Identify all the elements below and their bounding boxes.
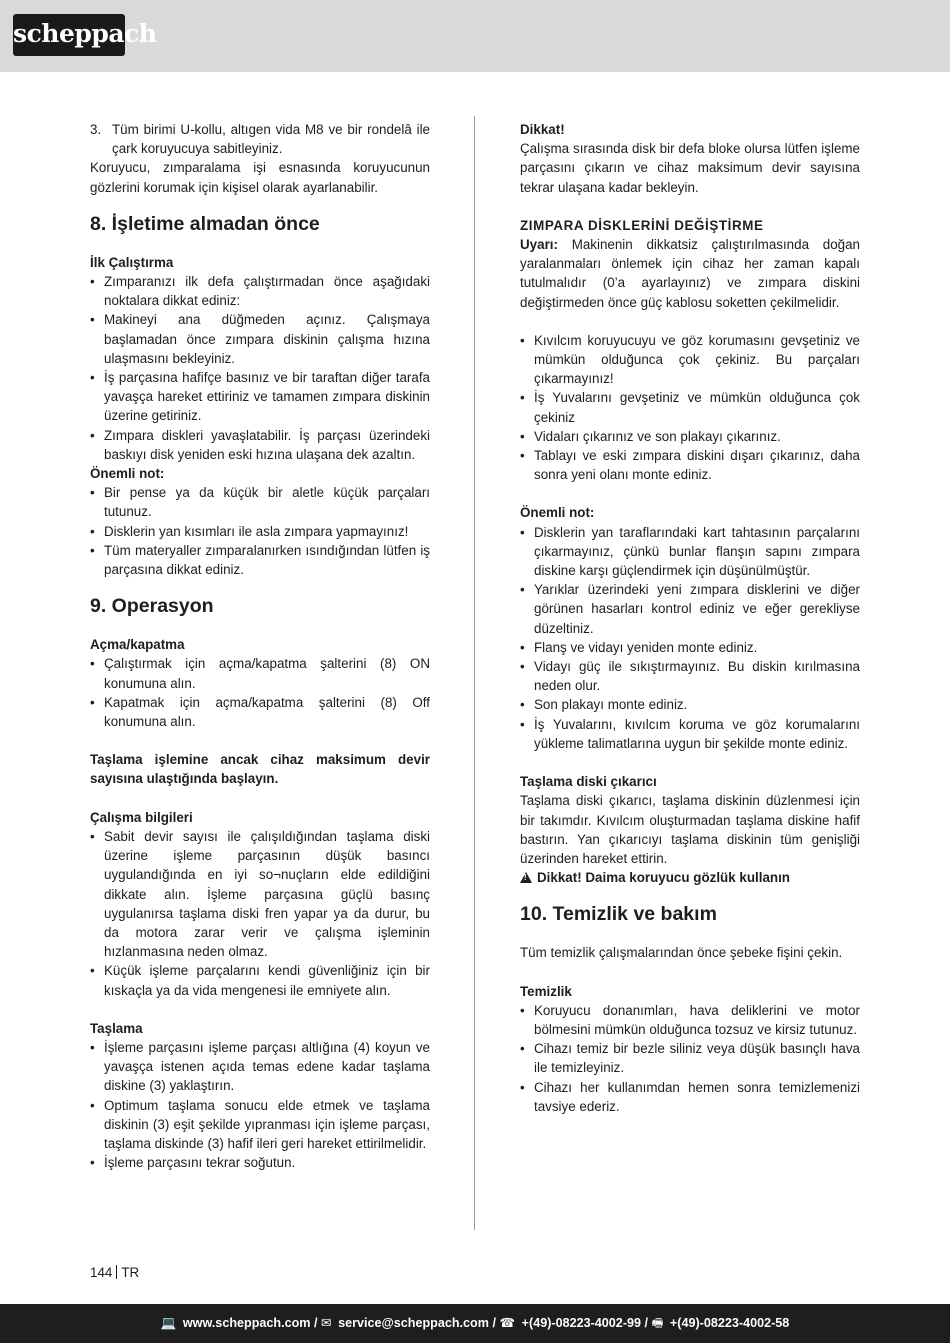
list-item: • Çalıştırmak için açma/kapatma şalterini (8) ON konumuna alın. (90, 656, 430, 691)
list-item: • İş Yuvalarını gevşetiniz ve mümkün olduğunca çok çekiniz (520, 390, 860, 425)
ilk-calistirma-title: İlk Çalıştırma (90, 254, 174, 270)
taslama-title: Taşlama (90, 1020, 143, 1036)
fax-icon: 🖷 (651, 1316, 664, 1330)
dikkat-paragraph: Çalışma sırasında disk bir defa bloke olursa lütfen işleme parçasını çıkarın ve cihaz maksimum devir sayısına tekrar ulaşana kadar bekleyin. (520, 141, 860, 195)
list-item: • Kapatmak için açma/kapatma şalterini (8) Off konumuna alın. (90, 694, 430, 730)
taslama-start-note: Taşlama işlemine ancak cihaz maksimum devir sayısına ulaştığında başlayın. (90, 752, 430, 787)
section-8-heading: 8. İşletime almadan önce (90, 212, 320, 235)
acma-kapatma-list (90, 654, 430, 731)
page-number: 144 TR (90, 1265, 140, 1280)
list-item: • Flanş ve vidayı yeniden monte ediniz. (520, 639, 758, 655)
list-item: • Cihazı her kullanımdan hemen sonra temizlemenizi tavsiye ederiz. (520, 1079, 860, 1114)
column-divider (474, 116, 475, 1230)
list-item: • Sabit devir sayısı ile çalışıldığından taşlama diski üzerine işleme parçasının düşük basıncı uygulandığında en iyi so¬nuçların elde edildiğini dikkate alın. İşleme parçasına güçlü basınç uygulanırsa taşlama diski fren yapar ya da durur, bu da motora zarar verir ve çalışma işleminin hızlanmasına neden olmaz. (90, 828, 430, 960)
guard-adjust-paragraph: Koruyucu, zımparalama işi esnasında koruyucunun gözlerini korumak için kişisel olarak ayarlanabilir. (90, 160, 430, 195)
section-10-heading: 10. Temizlik ve bakım (520, 903, 717, 926)
page-footer (0, 1304, 950, 1343)
fax-number: +(49)-08223-4002-58 (669, 1316, 790, 1330)
calisma-bilgileri-title: Çalışma bilgileri (90, 809, 193, 825)
list-item: • İş parçasına hafifçe basınız ve bir taraftan diğer tarafa yavaşça hareket ettiriniz ve tamamen zımpara diskinin üzerine getiriniz. (90, 370, 430, 424)
list-item: • Zımpara diskleri yavaşlatabilir. İş parçası üzerindeki baskıyı disk yeniden eski hızına ulaşana dek azaltın. (90, 427, 430, 462)
taslama-list (90, 1038, 430, 1172)
list-item: • Son plakayı monte ediniz. (520, 697, 688, 713)
list-item: • Makineyi ana düğmeden açınız. Çalışmaya başlamadan önce zımpara diskinin çalışma hızına ulaşmasını bekleyiniz. (90, 312, 430, 366)
list-item: • Kıvılcım koruyucuyu ve göz korumasını gevşetiniz ve mümkün olduğunca çok çekiniz. Bu parçaları çıkarmayınız! (520, 332, 860, 387)
zimpara-degistirme-list (520, 331, 860, 485)
list-item: • Vidayı güç ile sıkıştırmayınız. Bu diskin kırılmasına neden olur. (520, 659, 860, 694)
list-item: • Tablayı ve eski zımpara diskini dışarı çıkarınız, daha sonra yeni olanı monte ediniz. (520, 448, 860, 483)
list-item: • Yarıklar üzerindeki yeni zımpara disklerini ve diğer görünen hasarları kontrol ediniz ve eğer gerekliyse düzeltiniz. (520, 582, 860, 636)
list-item: • Cihazı temiz bir bezle siliniz veya düşük basınçlı hava ile temizleyiniz. (520, 1041, 860, 1076)
onemli-not-list-right (520, 523, 860, 753)
cikarici-paragraph: Taşlama diski çıkarıcı, taşlama diskinin düzlenmesi için bir takımdır. Kıvılcım oluşturmadan taşlama diskine hafif bastırın. Yan çıkarıcıyı taşlama diskinin tüm genişliği üzerinden hareket ettirin. (520, 793, 860, 866)
page-header (0, 0, 950, 72)
email-icon: ✉ (321, 1316, 332, 1330)
zimpara-degistirme-title: ZIMPARA DİSKLERİNİ DEĞİŞTİRME (520, 217, 764, 233)
list-item: • Disklerin yan taraflarındaki kart tahtasının parçalarını çıkarmayınız, çünkü bunlar flanşın sapını zımpara diskine karşı güçlendirmek için düşünülmüştür. (520, 524, 860, 579)
list-item: • Koruyucu donanımları, hava deliklerini ve motor bölmesini mümkün olduğunca tozsuz ve kirsiz tutunuz. (520, 1002, 860, 1037)
left-column (90, 120, 430, 1172)
right-column (520, 120, 860, 1116)
ilk-calistirma-list (90, 272, 430, 464)
uyari-paragraph: Uyarı: Makinenin dikkatsiz çalıştırılmasında doğan yaralanmaları önlemek için cihaz her zaman kapalı tutulmalıdır (0’a ayarlayınız) ve zımpara diskini değiştirmeden önce güç kablosu soketten çekilmelidir. (520, 237, 860, 310)
acma-kapatma-title: Açma/kapatma (90, 637, 185, 653)
section-9-heading: 9. Operasyon (90, 595, 214, 618)
calisma-bilgileri-list (90, 827, 430, 1000)
numbered-step-3: 3. Tüm birimi U-kollu, altıgen vida M8 ve bir rondelâ ile çark koruyucuya sabitleyiniz. (90, 122, 430, 157)
scheppach-logo: scheppach (13, 14, 125, 56)
temizlik-intro: Tüm temizlik çalışmalarından önce şebeke fişini çekin. (520, 945, 843, 961)
dikkat-title: Dikkat! (520, 122, 565, 137)
phone-icon: ☎ (499, 1316, 516, 1330)
list-item: • İş Yuvalarını, kıvılcım koruma ve göz korumalarını yükleme talimatlarına uygun bir şekilde monte ediniz. (520, 716, 860, 751)
list-item: • İşleme parçasını işleme parçası altlığına (4) koyun ve yavaşça istenen açıda temas edene kadar taşlama diskine (3) yaklaştırın. (90, 1039, 430, 1094)
temizlik-title: Temizlik (520, 983, 572, 999)
cikarici-title: Taşlama diski çıkarıcı (520, 774, 657, 790)
phone-number: +(49)-08223-4002-99 / (521, 1316, 649, 1330)
list-item: • Vidaları çıkarınız ve son plakayı çıkarınız. (520, 428, 781, 444)
list-item: • İşleme parçasını tekrar soğutun. (90, 1155, 296, 1171)
list-item: • Zımparanızı ilk defa çalıştırmadan önce aşağıdaki noktalara dikkat ediniz: (90, 274, 430, 309)
onemli-not-title-right: Önemli not: (520, 505, 595, 521)
email-link[interactable]: service@scheppach.com / (338, 1316, 496, 1330)
list-item: • Optimum taşlama sonucu elde etmek ve taşlama diskinin (3) eşit şekilde yıpranması için işleme parçası, taşlama diskinde (3) hafif ileri geri hareket ettirilmelidir. (90, 1097, 430, 1151)
list-item: • Tüm materyaller zımparalanırken ısındığından lütfen iş parçasına dikkat ediniz. (90, 542, 430, 578)
warning-triangle-icon (520, 872, 532, 883)
list-item: • Disklerin yan kısımları ile asla zımpara yapmayınız! (90, 523, 409, 539)
computer-icon: 💻 (160, 1316, 177, 1330)
goggles-warning: !Dikkat! Daima koruyucu gözlük kullanın (520, 868, 860, 887)
list-item: • Bir pense ya da küçük bir aletle küçük parçaları tutunuz. (90, 485, 430, 520)
website-link[interactable]: www.scheppach.com / (182, 1316, 318, 1330)
onemli-not-list (90, 483, 430, 579)
list-item: • Küçük işleme parçalarını kendi güvenliğiniz için bir kıskaçla ya da vida mengenesi ile emniyete alın. (90, 963, 430, 998)
temizlik-list (520, 1001, 860, 1116)
onemli-not-title: Önemli not: (90, 466, 165, 482)
